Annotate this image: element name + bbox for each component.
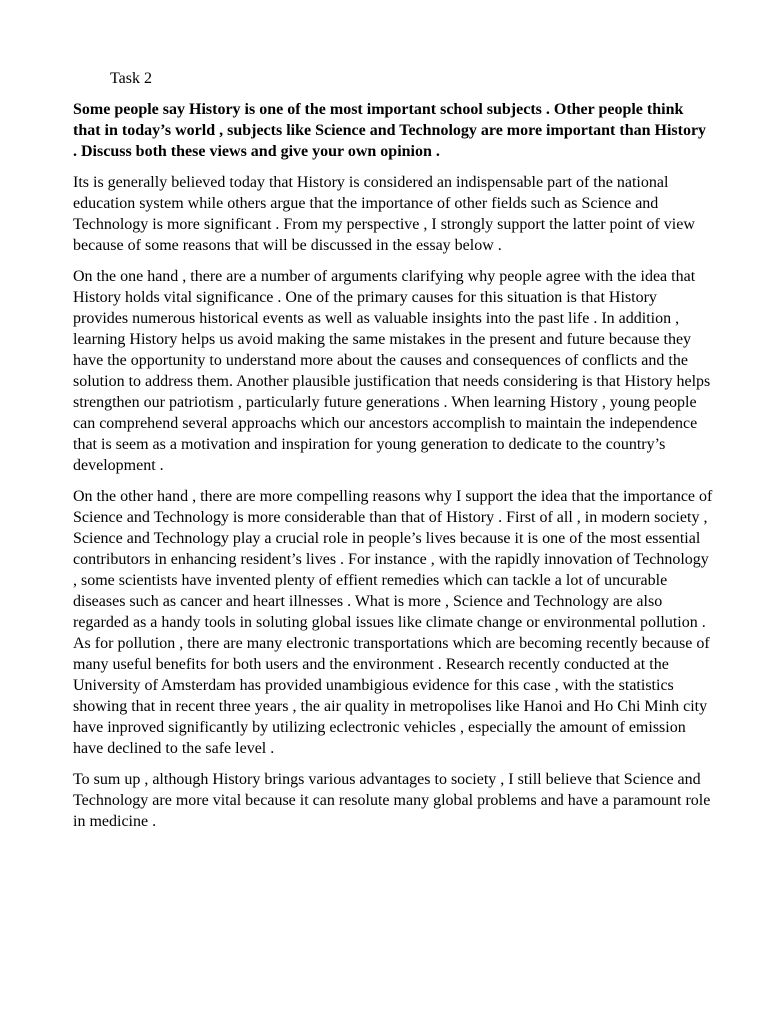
paragraph-introduction: Its is generally believed today that History is considered an indispensable part of the national education system while others argue that the importance of other fields such as Science and Technology is more significant . From my perspective , I strongly support the latter point of view because of some reasons that will be discussed in the essay below . xyxy=(73,174,695,254)
paragraph-body-history: On the one hand , there are a number of arguments clarifying why people agree with the idea that History holds vital significance . One of the primary causes for this situation is that History provides numerous historical events as well as valuable insights into the past life . In addition , learning History helps us avoid making the same mistakes in the present and future because they have the opportunity to understand more about the causes and consequences of conflicts and the solution to address them. Another plausible justification that needs considering is that History helps strengthen our patriotism , particularly future generations . When learning History , young people can comprehend several approachs which our ancestors accomplish to maintain the independence that is seem as a motivation and inspiration for young generation to dedicate to the country’s development . xyxy=(73,268,711,474)
document-page xyxy=(73,68,713,842)
paragraph-body-science: On the other hand , there are more compelling reasons why I support the idea that the importance of Science and Technology is more considerable than that of History . First of all , in modern society , Science and Technology play a crucial role in people’s lives because it is one of the most essential contributors in enhancing resident’s lives . For instance , with the rapidly innovation of Technology , some scientists have invented plenty of effient remedies which can tackle a lot of uncurable diseases such as cancer and heart illnesses . What is more , Science and Technology are also regarded as a handy tools in soluting global issues like climate change or environmental pollution . As for pollution , there are many electronic transportations which are becoming recently because of many useful benefits for both users and the environment . Research recently conducted at the University of Amsterdam has provided unambigious evidence for this case , with the statistics showing that in recent three years , the air quality in metropolises like Hanoi and Ho Chi Minh city have inproved significantly by utilizing eclectronic vehicles , especially the amount of emission have declined to the safe level . xyxy=(73,488,713,757)
essay-prompt: Some people say History is one of the most important school subjects . Other people think that in today’s world , subjects like Science and Technology are more important than History . Discuss both these views and give your own opinion . xyxy=(73,101,707,160)
task-label: Task 2 xyxy=(110,70,152,87)
paragraph-conclusion: To sum up , although History brings various advantages to society , I still believe that Science and Technology are more vital because it can resolute many global problems and have a paramount role in medicine . xyxy=(73,771,711,830)
